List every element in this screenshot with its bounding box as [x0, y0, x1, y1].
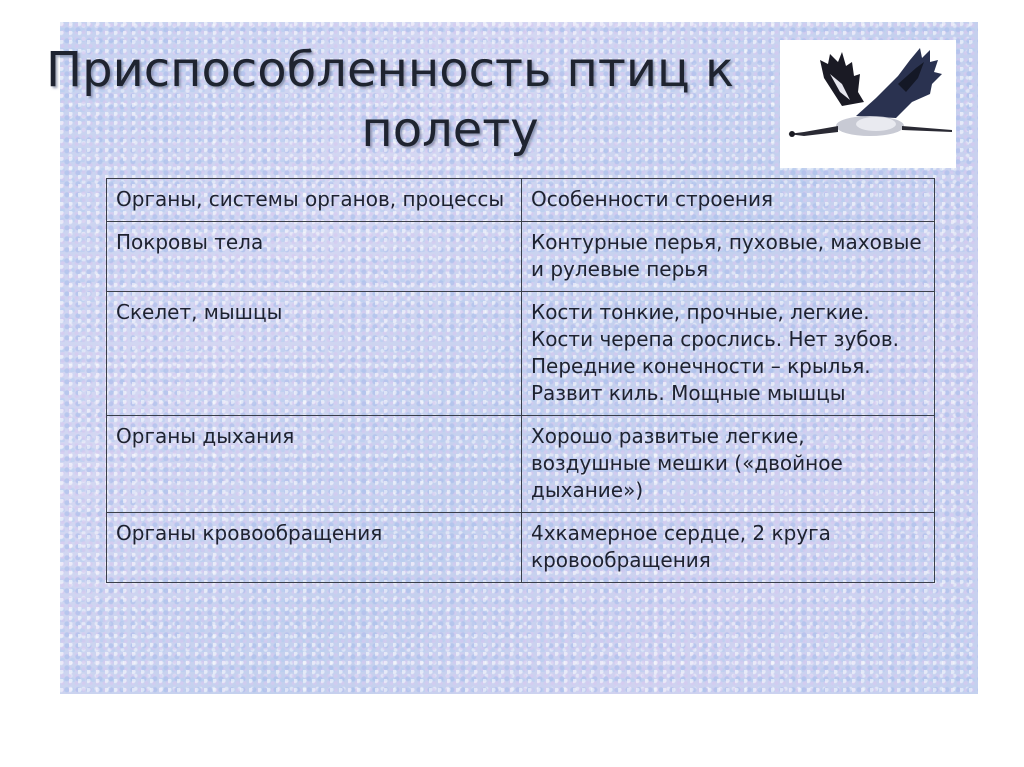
crane-illustration — [780, 40, 956, 168]
feature-cell: Хорошо развитые легкие, воздушные мешки («двойное дыхание») — [522, 416, 935, 513]
header-cell-organs: Органы, системы органов, процессы — [107, 179, 522, 222]
organ-cell: Покровы тела — [107, 222, 522, 292]
slide-title — [0, 40, 780, 160]
table-row — [107, 222, 935, 292]
organ-cell: Органы дыхания — [107, 416, 522, 513]
title-line-2: полету — [361, 102, 539, 158]
organ-cell: Органы кровообращения — [107, 513, 522, 583]
table-row — [107, 292, 935, 416]
feature-cell: Контурные перья, пуховые, маховые и рулевые перья — [522, 222, 935, 292]
flying-crane-icon — [780, 40, 956, 168]
table-row — [107, 416, 935, 513]
adaptations-table — [106, 178, 935, 583]
organ-cell: Скелет, мышцы — [107, 292, 522, 416]
feature-cell: 4хкамерное сердце, 2 круга кровообращения — [522, 513, 935, 583]
title-line-1: Приспособленность птиц к — [46, 42, 734, 98]
table-header-row — [107, 179, 935, 222]
table-row — [107, 513, 935, 583]
header-cell-features: Особенности строения — [522, 179, 935, 222]
feature-cell: Кости тонкие, прочные, легкие. Кости черепа срослись. Нет зубов. Передние конечности – крылья. Развит киль. Мощные мышцы — [522, 292, 935, 416]
